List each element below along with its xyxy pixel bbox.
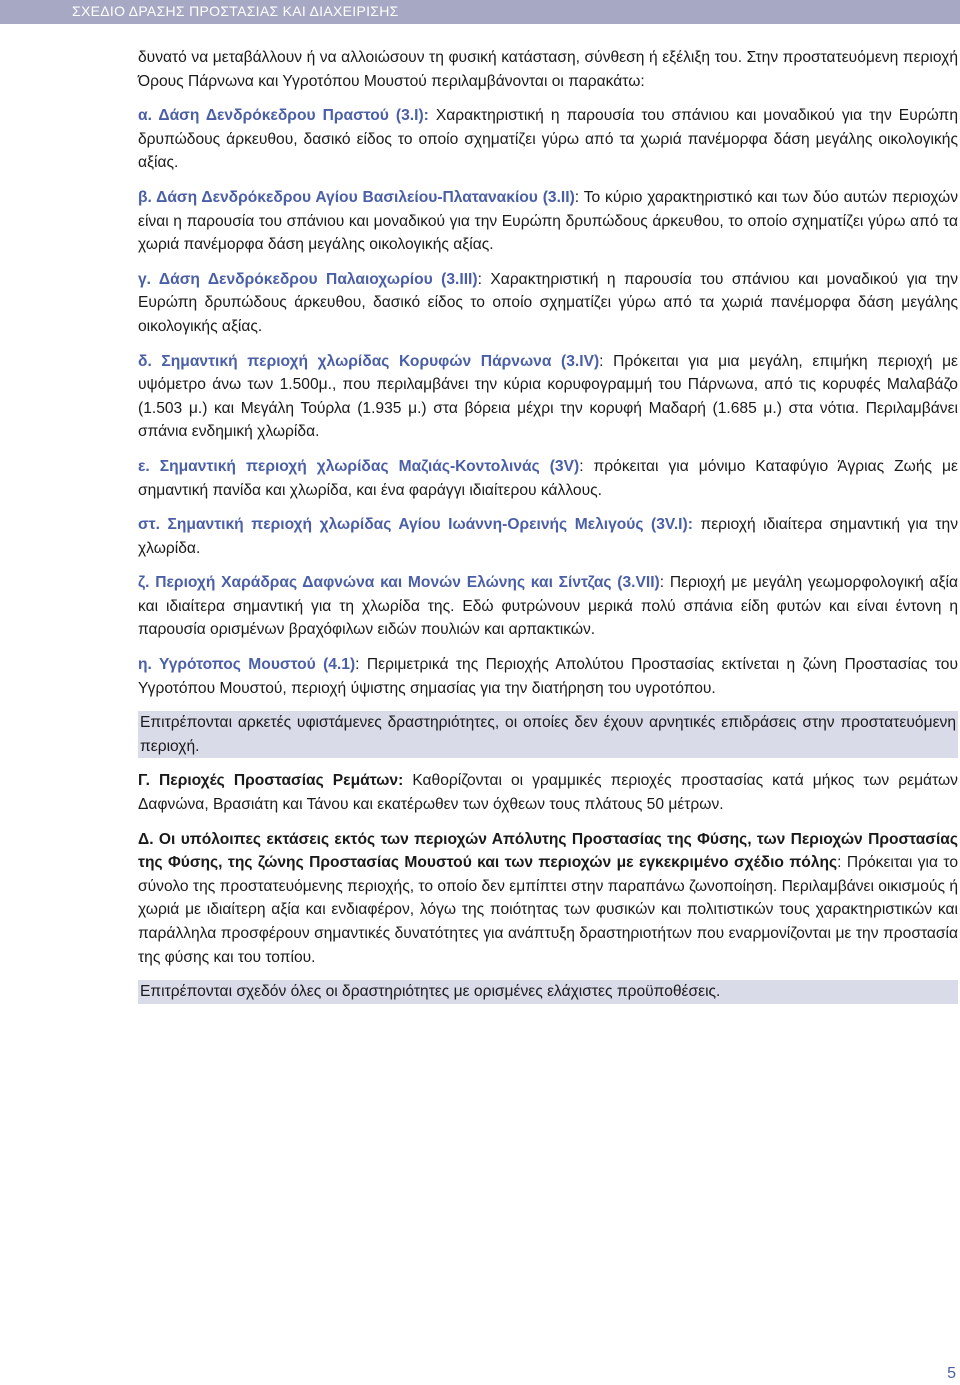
paragraph-b [138,186,958,257]
text-z: : Περιοχή με μεγάλη γεωμορφολογική αξία και ιδιαίτερα σημαντική για τη χλωρίδα της. Εδώ φυτρώνουν μερικά πολύ σπάνια είδη φυτών και είναι έντονη η παρουσία ορισμένων βραχόφιλων ειδών πουλιών και αρπακτικών. [138,574,958,639]
page-number: 5 [947,1365,956,1382]
paragraph-a [138,104,958,175]
paragraph-z [138,571,958,642]
text-D: : Πρόκειται για το σύνολο της προστατευόμενης περιοχής, το οποίο δεν εμπίπτει στην παραπάνω ζωνοποίηση. Περιλαμβάνει οικισμούς ή χωριά με ιδιαίτερη αξία και ενδιαφέρον, λόγω της ποιότητας των φυσικών και πολιτιστικών τους χαρακτηριστικών και παράλληλα προσφέρουν σημαντικές δυνατότητες για ανάπτυξη δραστηριοτήτων που εναρμονίζονται με την προστασία της φύσης και του τοπίου. [138,854,958,966]
paragraph-c [138,268,958,339]
text-a: Χαρακτηριστική η παρουσία του σπάνιου και μοναδικού για την Ευρώπη δρυπώδους άρκευθου, δασικό είδος το οποίο σχηματίζει γύρω από τα χωριά πανέμορφα δάση μεγάλης οικολογικής αξίας. [138,107,958,172]
paragraph-allowed-1: Επιτρέπονται αρκετές υφιστάμενες δραστηριότητες, οι οποίες δεν έχουν αρνητικές επιδράσεις στην προστατευόμενη περιοχή. [138,711,958,758]
paragraph-st [138,513,958,560]
paragraph-D [138,828,958,970]
heading-D: Δ. Οι υπόλοιπες εκτάσεις εκτός των περιοχών Απόλυτης Προστασίας της Φύσης, των Περιοχών Προστασίας της Φύσης, της ζώνης Προστασίας Μουστού και των περιοχών με εγκεκριμένο σχέδιο πόλης [138,830,958,872]
text-G: Καθορίζονται οι γραμμικές περιοχές προστασίας κατά μήκος των ρεμάτων Δαφνώνα, Βρασιάτη και Τάνου και εκατέρωθεν των όχθεων τους πλάτους 50 μέτρων. [138,772,958,814]
paragraph-e [138,455,958,502]
heading-G: Γ. Περιοχές Προστασίας Ρεμάτων: [138,772,404,790]
heading-st: στ. Σημαντική περιοχή χλωρίδας Αγίου Ιωάννη-Ορεινής Μελιγούς (3V.Ι): [138,516,693,534]
paragraph-intro: δυνατό να μεταβάλλουν ή να αλλοιώσουν τη φυσική κατάσταση, σύνθεση ή εξέλιξη του. Στην προστατευόμενη περιοχή Όρους Πάρνωνα και Υγροτόπου Μουστού περιλαμβάνονται οι παρακάτω: [138,49,958,90]
heading-c: γ. Δάση Δενδρόκεδρου Παλαιοχωρίου (3.ΙΙΙ) [138,270,478,288]
text-h: : Περιμετρικά της Περιοχής Απολύτου Προστασίας εκτίνεται η ζώνη Προστασίας του Υγροτόπου Μουστού, περιοχή ύψιστης σημασίας για την διατήρηση του υγροτόπου. [138,656,958,697]
heading-d: δ. Σημαντική περιοχή χλωρίδας Κορυφών Πάρνωνα (3.ΙV) [138,352,600,370]
heading-e: ε. Σημαντική περιοχή χλωρίδας Μαζιάς-Κοντολινάς (3V) [138,457,580,475]
paragraph-G [138,769,958,816]
paragraph-d [138,350,958,444]
heading-b: β. Δάση Δενδρόκεδρου Αγίου Βασιλείου-Πλατανακίου (3.ΙΙ) [138,188,575,206]
text-st: περιοχή ιδιαίτερα σημαντική για την χλωρίδα. [138,516,958,557]
text-b: : Το κύριο χαρακτηριστικό και των δύο αυτών περιοχών είναι η παρουσία του σπάνιου και μοναδικού για την Ευρώπη δρυπώδους άρκευθου, το οποίο σχηματίζει γύρω από τα χωριά πανέμορφα δάση μεγάλης οικολογικής αξίας. [138,188,958,254]
header-title: ΣΧΕΔΙΟ ΔΡΑΣΗΣ ΠΡΟΣΤΑΣΙΑΣ ΚΑΙ ΔΙΑΧΕΙΡΙΣΗΣ [72,3,399,19]
document-body [138,46,958,1015]
text-d: : Πρόκειται για μια μεγάλη, επιμήκη περιοχή με υψόμετρο άνω των 1.500μ., που περιλαμβάνει την κύρια κορυφογραμμή του Πάρνωνα, από τις κορυφές Μαλαβάζο (1.503 μ.) και Μεγάλη Τούρλα (1.935 μ.) στα βόρεια μέχρι την κορυφή Μαδαρή (1.685 μ.) στα νότια. Περιλαμβάνει σπάνια ενδημική χλωρίδα. [138,352,959,441]
header-bar [0,0,960,24]
heading-z: ζ. Περιοχή Χαράδρας Δαφνώνα και Μονών Ελώνης και Σίντζας (3.VΙΙ) [138,574,660,592]
heading-h: η. Υγρότοπος Μουστού (4.1) [138,656,356,674]
paragraph-allowed-2: Επιτρέπονται σχεδόν όλες οι δραστηριότητες με ορισμένες ελάχιστες προϋποθέσεις. [138,980,958,1004]
paragraph-h [138,653,958,700]
text-c: : Χαρακτηριστική η παρουσία του σπάνιου και μοναδικού για την Ευρώπη δρυπώδους άρκευθου, δασικό είδος το οποίο σχηματίζει γύρω από τα χωριά πανέμορφα δάση μεγάλης οικολογικής αξίας. [138,270,958,335]
text-e: : πρόκειται για μόνιμο Καταφύγιο Άγριας Ζωής με σημαντική πανίδα και χλωρίδα, και ένα φαράγγι ιδιαίτερου κάλλους. [138,457,958,499]
heading-a: α. Δάση Δενδρόκεδρου Πραστού (3.Ι): [138,107,429,125]
